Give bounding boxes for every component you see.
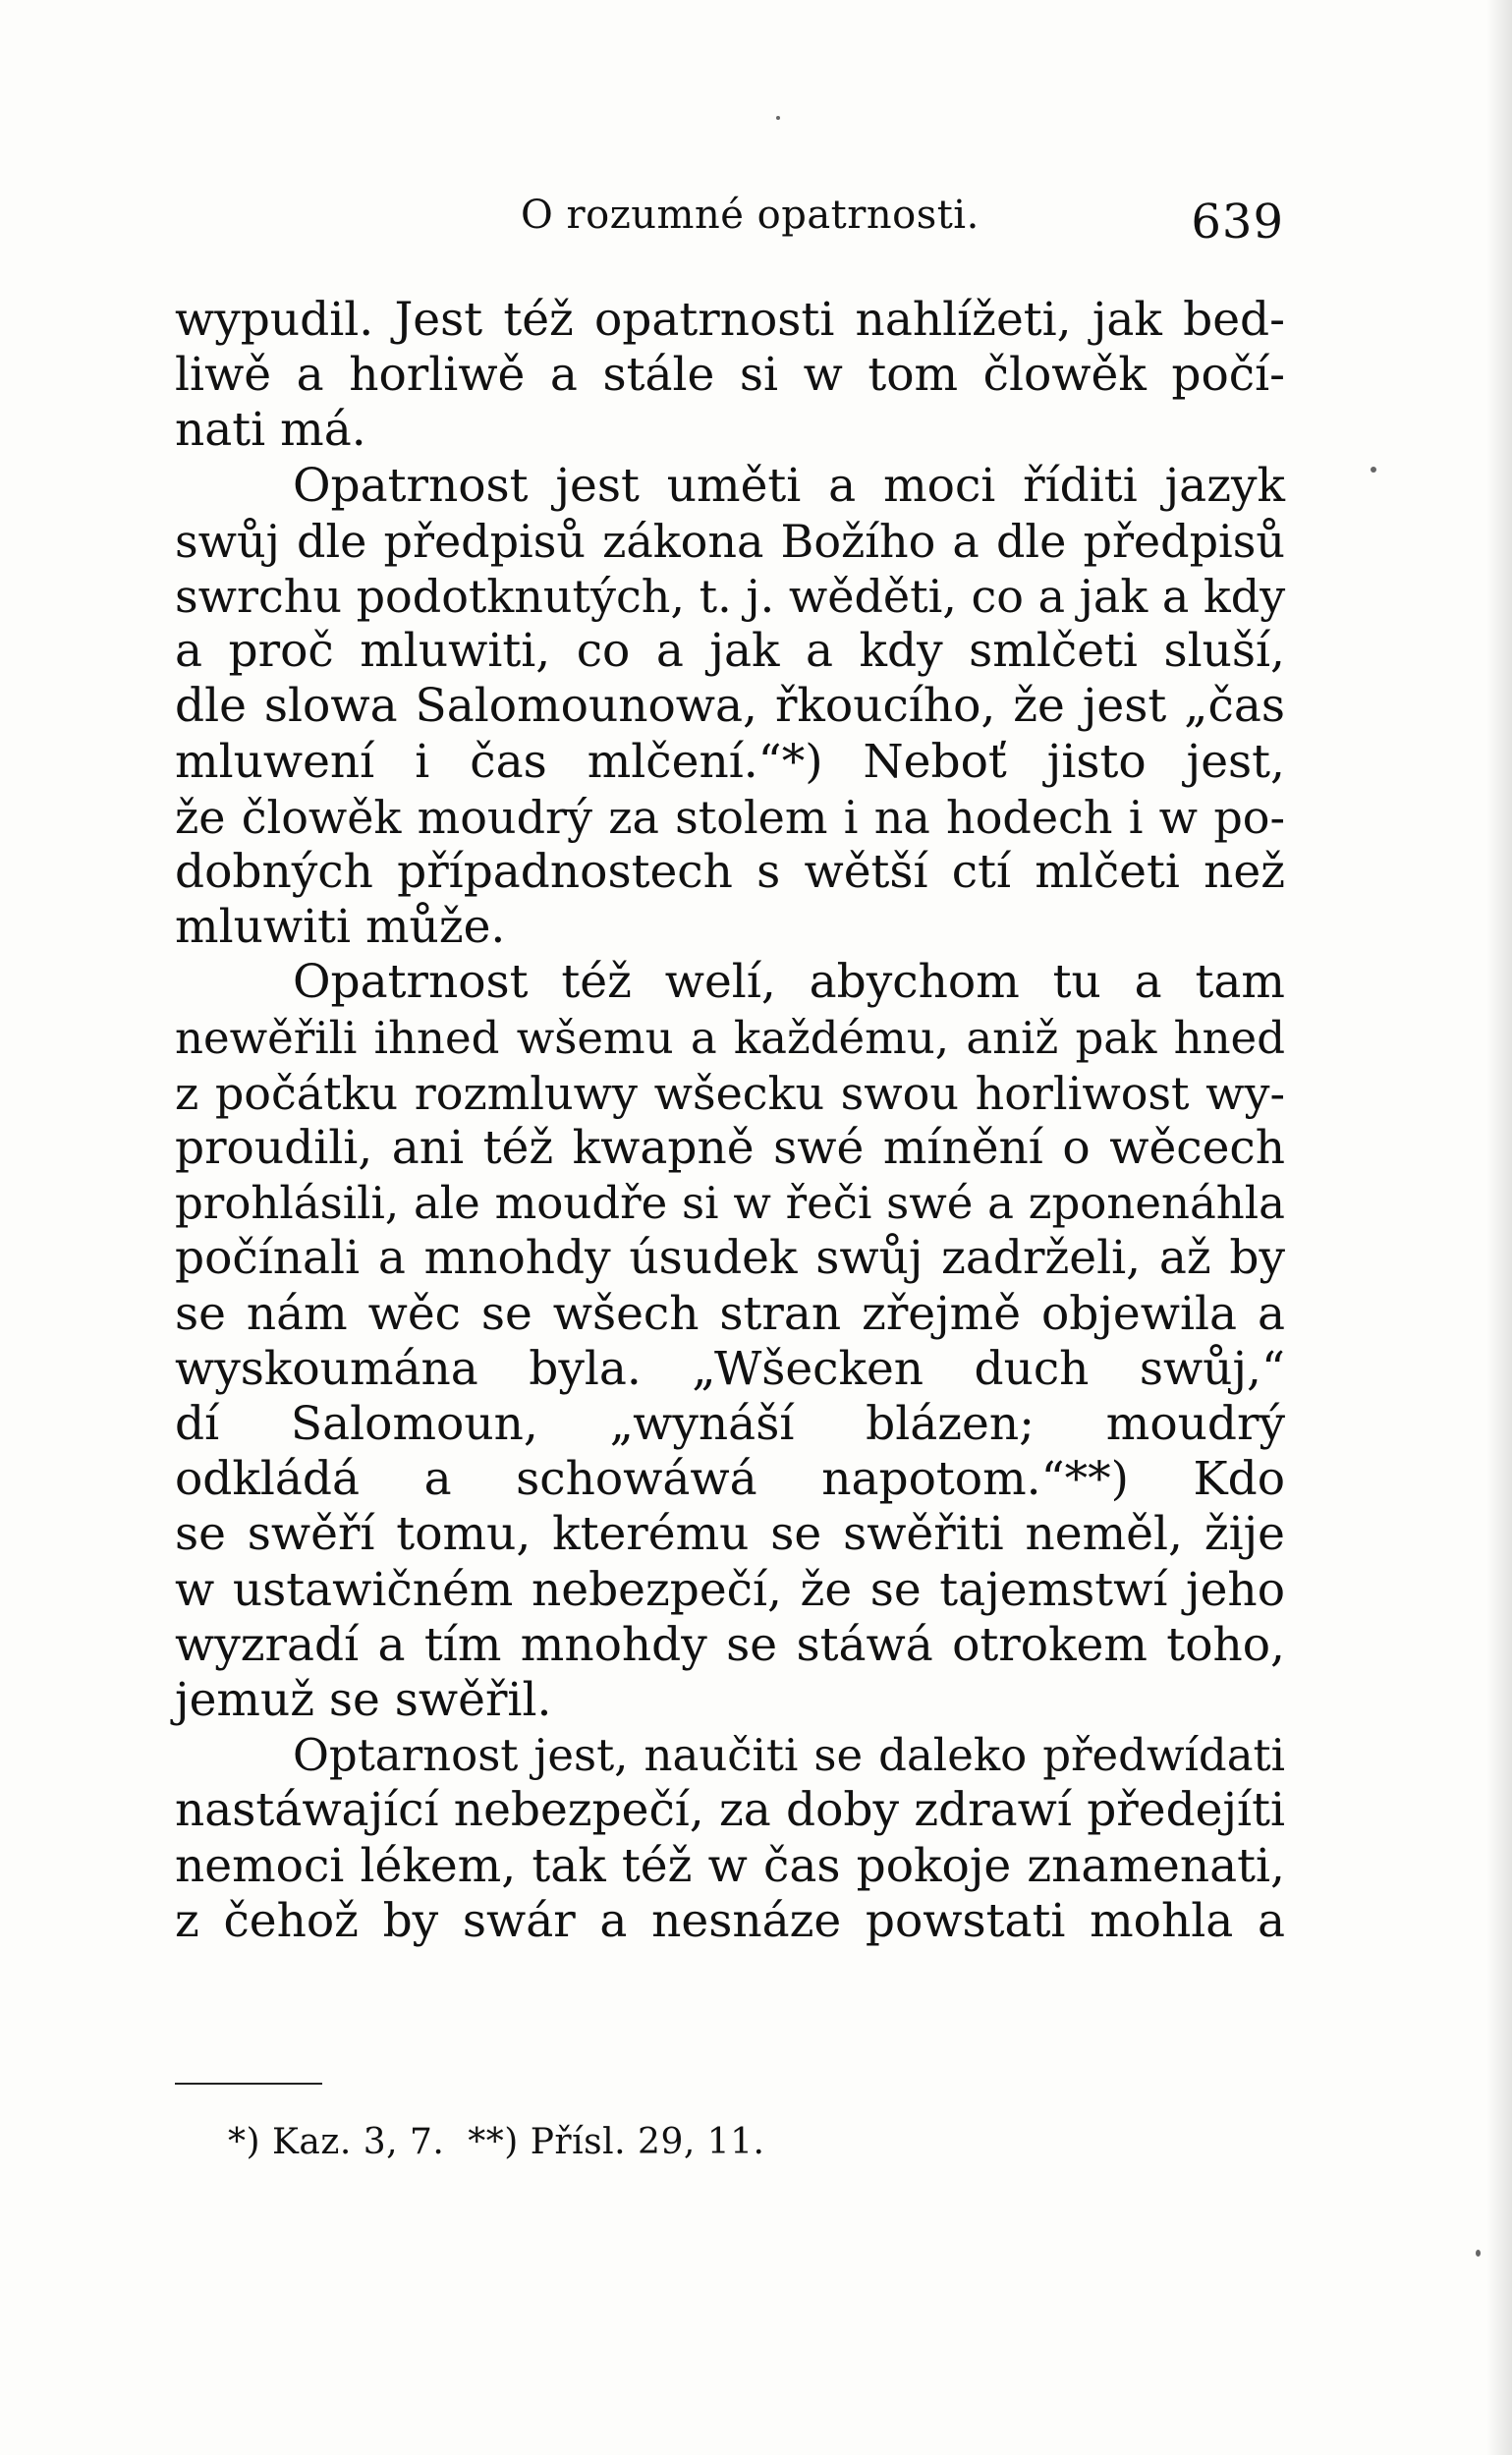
body-text <box>175 293 1285 1949</box>
text-line: newěřili ihned wšemu a každému, aniž pak hned <box>175 1011 1285 1064</box>
text-line: odkládá a schowáwá napotom.“**) Kdo <box>175 1452 1285 1507</box>
text-line: z počátku rozmluwy wšecku swou horliwost wy- <box>175 1066 1285 1120</box>
page-edge-shadow <box>1486 0 1512 2455</box>
scan-speck <box>776 116 780 120</box>
text-line: z čehož by swár a nesnáze powstati mohla a <box>175 1893 1285 1948</box>
text-line: Opatrnost též welí, abychom tu a tam <box>293 955 1285 1010</box>
text-line: a proč mluwiti, co a jak a kdy smlčeti sluší, <box>175 624 1285 679</box>
text-line: swrchu podotknutých, t. j. wěděti, co a jak a kdy <box>175 570 1286 624</box>
footnotes: *) Kaz. 3, 7. **) Přísl. 29, 11. <box>228 2122 765 2162</box>
scan-speck <box>1371 467 1376 473</box>
text-line: nemoci lékem, tak též w čas pokoje znamenati, <box>175 1838 1285 1893</box>
text-line: Opatrnost jest uměti a moci říditi jazyk <box>293 458 1285 513</box>
text-line: počínali a mnohdy úsudek swůj zadrželi, až by <box>175 1231 1285 1286</box>
text-line: prohlásili, ale moudře si w řeči swé a zponenáhla <box>175 1177 1285 1230</box>
text-line: Optarnost jest, naučiti se daleko předwídati <box>293 1729 1285 1782</box>
text-line: že člowěk moudrý za stolem i na hodech i w po- <box>175 790 1285 844</box>
text-line: dobných případnostech s wětší ctí mlčeti než <box>175 845 1285 900</box>
text-line: dle slowa Salomounowa, řkoucího, že jest „čas <box>175 679 1285 734</box>
text-line: mluwení i čas mlčení.“*) Neboť jisto jest, <box>175 734 1285 789</box>
text-line: mluwiti může. <box>175 900 506 955</box>
footnote-rule <box>175 2083 322 2085</box>
text-line: liwě a horliwě a stále si w tom člowěk počí- <box>175 348 1285 403</box>
text-line: proudili, ani též kwapně swé mínění o wěcech <box>175 1121 1285 1176</box>
text-line: wypudil. Jest též opatrnosti nahlížeti, jak bed- <box>175 293 1285 347</box>
text-line: se swěří tomu, kterému se swěřiti neměl, žije <box>175 1507 1285 1562</box>
text-line: nastáwající nebezpečí, za doby zdrawí předejíti <box>175 1783 1285 1838</box>
text-line: wyzradí a tím mnohdy se stáwá otrokem toho, <box>175 1617 1285 1672</box>
running-head: O rozumné opatrnosti. <box>521 193 980 238</box>
scan-speck <box>1476 2250 1481 2257</box>
text-line: wyskoumána byla. „Wšecken duch swůj,“ <box>175 1341 1285 1396</box>
text-line: jemuž se swěřil. <box>175 1673 552 1728</box>
text-line: nati má. <box>175 403 366 458</box>
text-line: swůj dle předpisů zákona Božího a dle předpisů <box>175 514 1285 568</box>
page-number: 639 <box>1191 195 1284 250</box>
text-line: se nám wěc se wšech stran zřejmě objewila a <box>175 1286 1285 1341</box>
text-line: w ustawičném nebezpečí, že se tajemstwí jeho <box>175 1562 1285 1617</box>
text-line: dí Salomoun, „wynáší blázen; moudrý <box>175 1397 1285 1452</box>
